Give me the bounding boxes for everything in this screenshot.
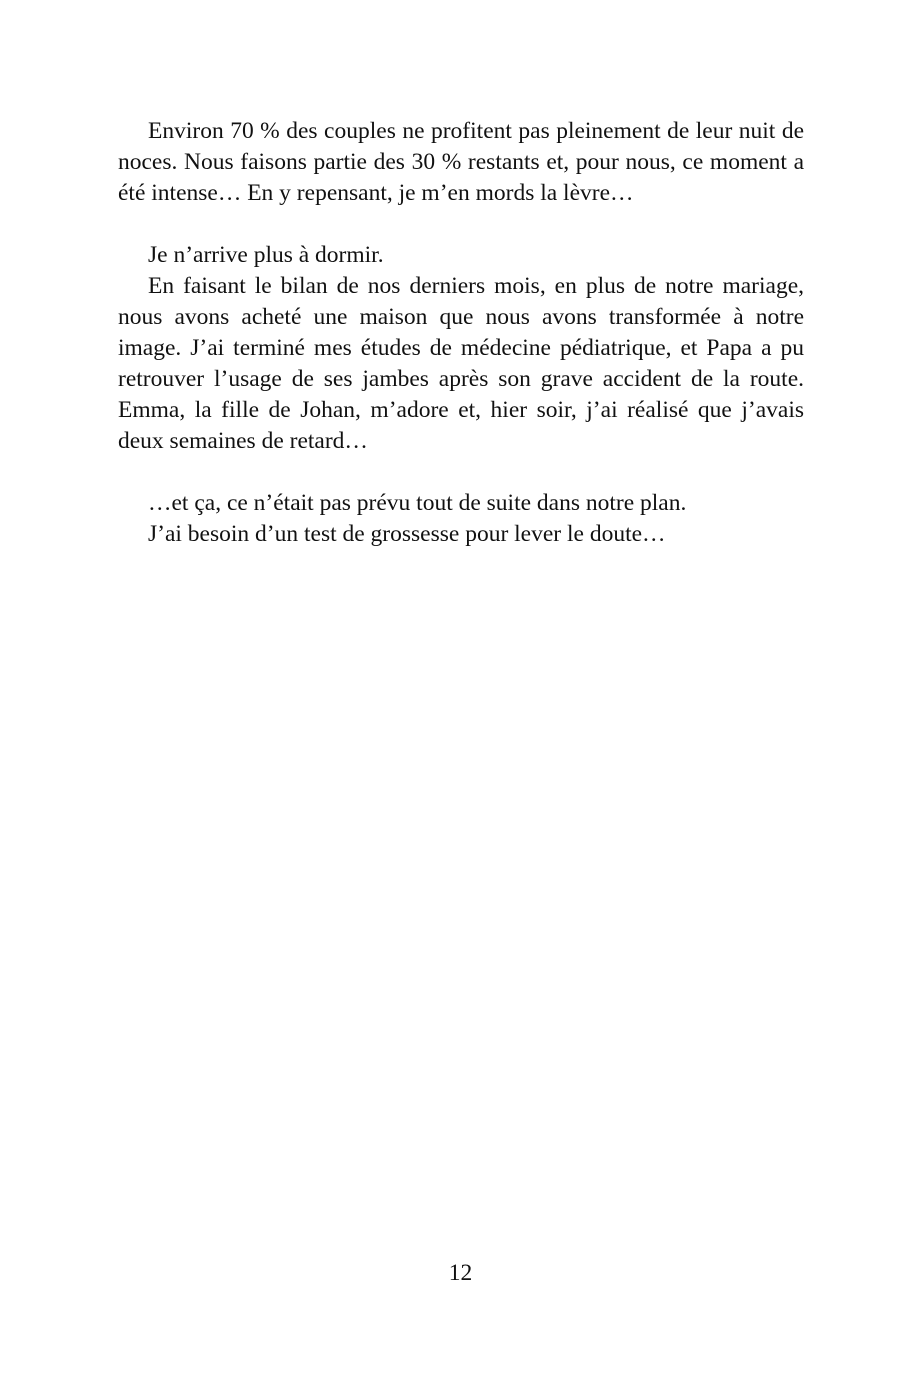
- paragraph-recap: En faisant le bilan de nos derniers mois, en plus de notre mariage, nous avons acheté une maison que nous avons transformée à notre image. J’ai terminé mes études de médecine pédiatrique, et Papa a pu retrouver l’usage de ses jambes après son grave accident de la route. Emma, la fille de Johan, m’adore et, hier soir, j’ai réalisé que j’avais deux semaines de retard…: [118, 273, 804, 454]
- paragraph-not-planned: …et ça, ce n’était pas prévu tout de suite dans notre plan.: [148, 490, 687, 516]
- paragraph-wedding-night: Environ 70 % des couples ne profitent pas pleinement de leur nuit de noces. Nous faisons partie des 30 % restants et, pour nous, ce moment a été intense… En y repensant, je m’en mords la lèvre…: [118, 118, 804, 206]
- page-number: 12: [448, 1260, 473, 1286]
- paragraph-cannot-sleep: Je n’arrive plus à dormir.: [148, 242, 384, 268]
- body-text: [118, 116, 804, 550]
- paragraph-gap: [118, 457, 804, 488]
- paragraph-pregnancy-test: J’ai besoin d’un test de grossesse pour lever le doute…: [148, 521, 666, 547]
- paragraph-gap: [118, 209, 804, 240]
